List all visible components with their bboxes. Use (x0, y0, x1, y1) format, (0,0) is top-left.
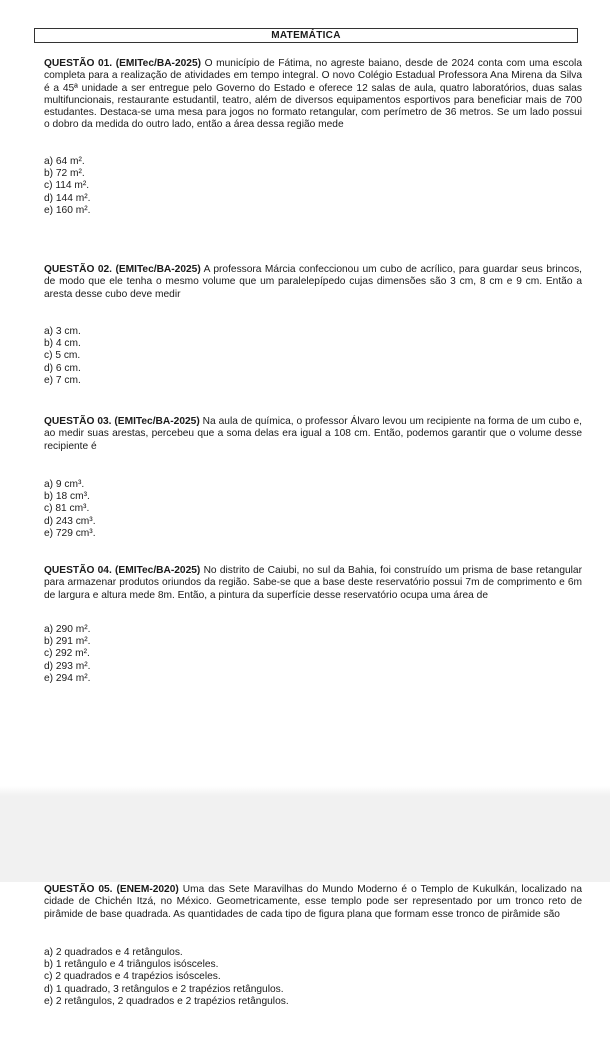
answer-option-c[interactable]: c) 114 m². (44, 180, 90, 192)
answer-option-d[interactable]: d) 6 cm. (44, 362, 81, 374)
answer-options (44, 326, 582, 387)
subject-title: MATEMÁTICA (271, 30, 341, 41)
question-statement (44, 58, 582, 132)
answer-option-a[interactable]: a) 9 cm³. (44, 478, 85, 490)
answer-option-b[interactable]: b) 291 m². (44, 636, 91, 648)
question-text: No distrito de Caiubi, no sul da Bahia, foi construído um prisma de base retangular para armazenar produtos oriundos da região. Sabe-se que a base deste reservatório possui 7m de comprimento e 6m de largura e altura mede 8m. Então, a pintura da superfície desse reservatório ocupa uma área de (44, 565, 582, 601)
answer-option-e[interactable]: e) 729 cm³. (44, 528, 96, 540)
question-label: QUESTÃO 05. (ENEM-2020) (44, 884, 179, 895)
question-label: QUESTÃO 03. (EMITec/BA-2025) (44, 416, 200, 427)
answer-option-c[interactable]: c) 81 cm³. (44, 503, 90, 515)
question-text: Na aula de química, o professor Álvaro levou um recipiente na forma de um cubo e, ao medir suas arestas, percebeu que a soma delas era igual a 108 cm. Então, podemos garantir que o volume desse recipiente é (44, 416, 582, 452)
answer-option-c[interactable]: c) 5 cm. (44, 350, 81, 362)
question-label: QUESTÃO 02. (EMITec/BA-2025) (44, 264, 201, 275)
answer-options (44, 947, 582, 1008)
question-3 (44, 416, 582, 540)
answer-option-a[interactable]: a) 2 quadrados e 4 retângulos. (44, 946, 183, 958)
answer-option-d[interactable]: d) 144 m². (44, 192, 91, 204)
answer-options (44, 479, 582, 540)
answer-option-d[interactable]: d) 1 quadrado, 3 retângulos e 2 trapézios retângulos. (44, 983, 284, 995)
answer-options (44, 156, 582, 217)
question-text: O município de Fátima, no agreste baiano, desde de 2024 conta com uma escola completa para a realização de atividades em tempo integral. O novo Colégio Estadual Professora Ana Mirena da Silva é a 45ª unidade a ser entregue pelo Governo do Estado e oferece 12 salas de aula, quatro laboratórios, duas salas multifuncionais, restaurante estudantil, teatro, além de diversos equipamentos esportivos para beneficiar mais de 700 estudantes. Destaca-se uma mesa para jogos no formato retangular, com perímetro de 36 metros. Se um lado possui o dobro da medida do outro lado, então a área dessa região mede (44, 58, 582, 131)
question-5 (44, 884, 582, 1008)
question-statement (44, 264, 582, 301)
answer-option-b[interactable]: b) 18 cm³. (44, 491, 90, 503)
answer-option-b[interactable]: b) 72 m². (44, 168, 85, 180)
question-text: Uma das Sete Maravilhas do Mundo Moderno é o Templo de Kukulkán, localizado na cidade de Chichén Itzá, no México. Geometricamente, esse templo pode ser representado por um tronco reto de pirâmide de base quadrada. As quantidades de cada tipo de figura plana que formam esse tronco de pirâmide são (44, 884, 582, 920)
answer-option-c[interactable]: c) 2 quadrados e 4 trapézios isósceles. (44, 971, 221, 983)
answer-option-d[interactable]: d) 293 m². (44, 660, 91, 672)
answer-option-e[interactable]: e) 294 m². (44, 673, 91, 685)
question-label: QUESTÃO 01. (EMITec/BA-2025) (44, 58, 202, 69)
answer-option-a[interactable]: a) 290 m². (44, 623, 91, 635)
answer-option-a[interactable]: a) 3 cm. (44, 325, 81, 337)
answer-options (44, 624, 582, 685)
page-break (0, 786, 610, 882)
answer-option-c[interactable]: c) 292 m². (44, 648, 90, 660)
answer-option-b[interactable]: b) 1 retângulo e 4 triângulos isósceles. (44, 959, 219, 971)
question-1 (44, 58, 582, 217)
question-2 (44, 264, 582, 387)
question-4 (44, 565, 582, 685)
subject-header (34, 28, 578, 43)
answer-option-e[interactable]: e) 2 retângulos, 2 quadrados e 2 trapézios retângulos. (44, 996, 289, 1008)
question-statement (44, 565, 582, 602)
question-text: A professora Márcia confeccionou um cubo de acrílico, para guardar seus brincos, de modo que ele tenha o mesmo volume que um paralelepípedo cujas dimensões são 3 cm, 8 cm e 9 cm. Então a aresta desse cubo deve medir (44, 264, 582, 300)
question-label: QUESTÃO 04. (EMITec/BA-2025) (44, 565, 201, 576)
question-statement (44, 884, 582, 921)
answer-option-d[interactable]: d) 243 cm³. (44, 515, 96, 527)
answer-option-e[interactable]: e) 160 m². (44, 204, 91, 216)
answer-option-b[interactable]: b) 4 cm. (44, 338, 81, 350)
answer-option-e[interactable]: e) 7 cm. (44, 375, 81, 387)
question-statement (44, 416, 582, 453)
answer-option-a[interactable]: a) 64 m². (44, 155, 85, 167)
